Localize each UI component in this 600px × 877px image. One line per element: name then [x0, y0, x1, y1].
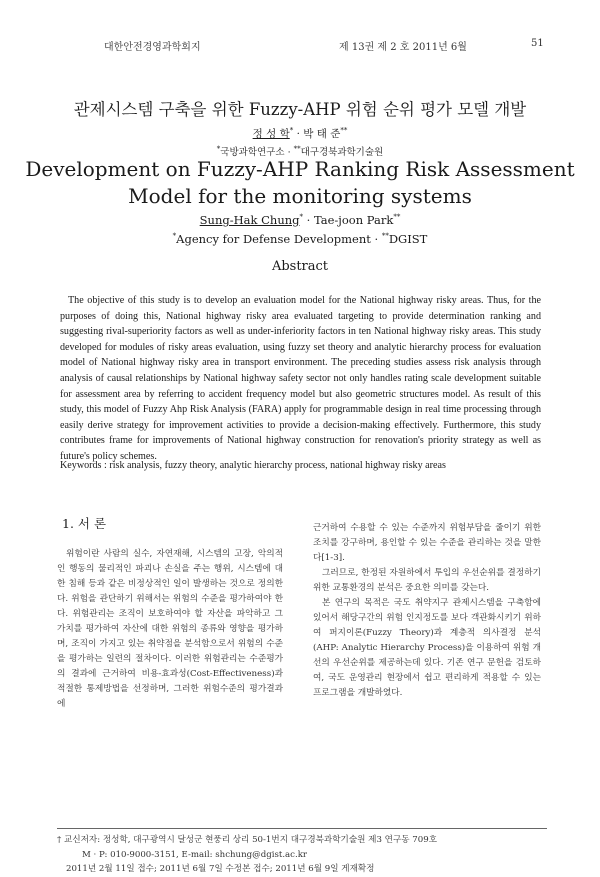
- authors-korean: [0, 126, 600, 141]
- footnote-contact: M · P: 010-9000-3151, E-mail: shchung@dgist.ac.kr: [82, 849, 308, 860]
- title-english: Development on Fuzzy-AHP Ranking Risk Assessment Model for the monitoring systems: [25, 157, 575, 208]
- keywords-line: Keywords : risk analysis, fuzzy theory, analytic hierarchy process, national highway risky areas: [60, 460, 446, 471]
- author-ko-separator: ·: [296, 128, 300, 140]
- author-en-first-mark: *: [299, 213, 303, 222]
- body-column-right: [313, 521, 541, 701]
- page-number: 51: [531, 38, 544, 49]
- running-head-journal: 대한안전경영과학회지: [104, 42, 201, 53]
- paragraph: 위험이란 사람의 실수, 자연재해, 시스템의 고장, 악의적인 행동의 물리적인 파괴나 손실을 주는 행위, 시스템에 대한 침해 등과 같은 비정상적인 일이 발생하는 것으로 정의한다. 위험을 관단하기 위해서는 위험의 수준을 평가하여야 한다. 위험관리는 조직이 보호하여야 할 자산을 파악하고 그 가치를 평가하여 자산에 대한 위험의 종류와 영향을 평가하며, 조직이 가지고 있는 취약점을 분석함으로서 위험의 수준을 평가하는 일련의 절차이다. 이러한 위험관리는 수준평가의 결과에 근거하여 비용-효과성(Cost-Effectiveness)과 적절한 통제방법을 선정하며, 그러한 위험수준의 평가결과에: [57, 549, 283, 709]
- title-korean: 관제시스템 구축을 위한 Fuzzy-AHP 위험 순위 평가 모델 개발: [73, 100, 527, 119]
- footnote-divider: [57, 828, 547, 829]
- affil-ko-separator: ·: [287, 147, 291, 158]
- abstract-body: The objective of this study is to develop an evaluation model for the National highway risky areas. Thus, for the purposes of doing this, National highway risky area evaluated targeting to provide determination ranking and suggesting rival-superiority factors as well as under-inferiority factors in ten National highway risky areas. This study developed for modules of risky areas evaluation, using fuzzy set theory and analytic hierarchy process for evaluation model of National highway risky area in transport environment. The preceding studies assess risk analysis through analysis of causal relationships by National highway safety sector not only handles rating scale development suitable for assessment area by referring to accident frequency model but also geometric structures model. As result of this study, this model of Fuzzy Ahp Risk Analysis (FARA) apply for programmable design in real time processing through easily derive strategy for improvement activities to provide a decision-making effectively. Furthermore, this study contributes frame for improvements of National highway construction for renovation's priority strategy as well as future's policy schemes.: [60, 295, 541, 462]
- author-ko-second-mark: **: [340, 126, 348, 135]
- running-head-volume: 제 13권 제 2 호 2011년 6월: [339, 42, 467, 53]
- authors-english: [0, 213, 600, 227]
- footnote: [57, 833, 546, 877]
- paragraph: 그러므로, 한정된 자원하에서 투입의 우선순위를 결정하기 위한 교통환경의 분석은 중요한 의미를 갖는다.: [313, 568, 541, 593]
- affil-ko-first-mark: *: [216, 144, 221, 153]
- author-en-second-mark: **: [393, 213, 401, 222]
- footnote-dates: 2011년 2월 11일 접수; 2011년 6월 7일 수정본 접수; 2011년 6월 9일 게재확정: [66, 864, 375, 874]
- footnote-line-corresponding: [57, 833, 546, 848]
- keywords-label: Keywords: [60, 460, 102, 471]
- author-ko-second: 박 태 준: [303, 128, 341, 140]
- affil-en-second-mark: **: [381, 232, 389, 241]
- section-heading-introduction: 1. 서 론: [62, 516, 107, 531]
- keywords-text: risk analysis, fuzzy theory, analytic hierarchy process, national highway risky areas: [109, 460, 446, 471]
- author-ko-first-mark: *: [289, 126, 294, 135]
- author-ko-first: 정 성 학: [252, 128, 290, 140]
- affil-en-first-mark: *: [172, 232, 177, 241]
- author-en-first: Sung-Hak Chung: [199, 213, 300, 227]
- author-en-separator: ·: [306, 213, 311, 227]
- footnote-author-address: 교신저자: 정성학, 대구광역시 달성군 현풍리 상리 50-1번지 대구경북과학기술원 제3 연구동 709호: [64, 835, 438, 845]
- affiliations-english: [0, 232, 600, 246]
- affil-en-second: DGIST: [388, 232, 428, 246]
- dagger-icon: †: [57, 835, 62, 845]
- paragraph: 본 연구의 목적은 국도 취약지구 관제시스템을 구축함에 있어서 해당구간의 위험 인지정도를 보다 객관화시키기 위하여 퍼지이론(Fuzzy Theory)과 계층적 의사결정 분석(AHP: Analytic Hierarchy Process)을 이용하여 위험 개선의 우선순위를 제공하는데 있다. 기존 연구 문헌을 검토하여, 국도 운영관리 현장에서 쉽고 편리하게 적용할 수 있는 프로그램을 개발하였다.: [313, 598, 541, 698]
- paragraph: 근거하여 수용할 수 있는 수준까지 위험부담을 줄이기 위한 조치를 강구하며, 용인할 수 있는 수준을 관리하는 것을 말한다[1-3].: [313, 523, 541, 563]
- affil-ko-first: 국방과학연구소: [220, 147, 285, 158]
- body-column-left: [57, 547, 283, 712]
- author-en-second: Tae-joon Park: [313, 213, 394, 227]
- abstract-heading: Abstract: [271, 259, 329, 274]
- affil-ko-second-mark: **: [293, 144, 301, 153]
- affil-en-first: Agency for Defense Development: [176, 232, 371, 246]
- affil-en-separator: ·: [374, 232, 379, 246]
- affil-ko-second: 대구경북과학기술원: [300, 147, 384, 158]
